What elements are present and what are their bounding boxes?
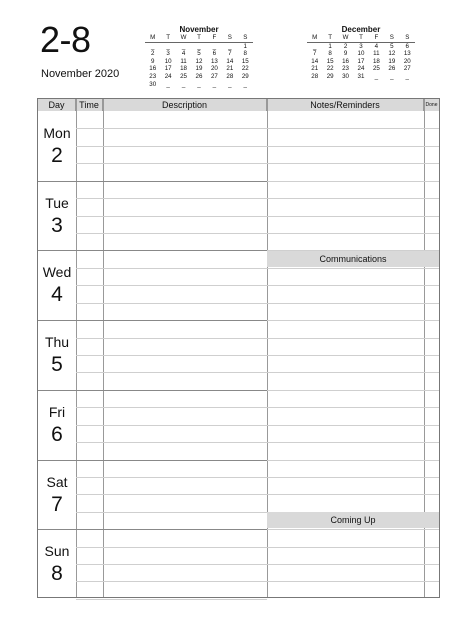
calendar-date: 24 xyxy=(357,65,365,73)
calendar-date: 29 xyxy=(241,72,249,80)
note-line xyxy=(267,233,439,234)
note-line xyxy=(267,338,439,339)
calendar-date: _ xyxy=(212,42,217,50)
time-slot-line xyxy=(76,581,267,582)
week-range-title: 2-8 xyxy=(40,19,91,60)
day-name: Fri xyxy=(48,403,66,420)
calendar-date: 20 xyxy=(403,57,411,65)
calendar-date: 24 xyxy=(164,72,172,80)
calendar-date: 16 xyxy=(149,65,157,73)
time-slot-line xyxy=(76,407,267,408)
calendar-date: 25 xyxy=(180,72,187,80)
calendar-date: 16 xyxy=(342,57,349,65)
mini-calendar-grid xyxy=(145,34,253,88)
column-divider xyxy=(76,99,77,597)
note-line xyxy=(267,529,439,530)
time-slot-line xyxy=(76,128,267,129)
calendar-date: 7 xyxy=(228,50,232,58)
calendar-date: 11 xyxy=(373,50,380,58)
mini-calendar-title: November xyxy=(179,25,219,34)
calendar-date: 15 xyxy=(326,57,334,65)
time-slot-line xyxy=(76,425,267,426)
calendar-date: 19 xyxy=(388,57,396,65)
weekly-planner-table xyxy=(37,98,440,598)
mini-calendar-december xyxy=(307,25,415,81)
header-notes: Notes/Reminders xyxy=(267,99,424,111)
calendar-date: 29 xyxy=(326,72,334,80)
weekday-header: S xyxy=(400,34,415,42)
calendar-date: _ xyxy=(181,42,186,50)
day-name: Sun xyxy=(44,543,70,560)
time-slot-line xyxy=(76,599,267,600)
note-line xyxy=(267,163,439,164)
time-slot-line xyxy=(76,163,267,164)
calendar-date: _ xyxy=(405,72,409,80)
day-number: 8 xyxy=(51,562,63,586)
note-line xyxy=(267,216,439,217)
calendar-date: 7 xyxy=(312,50,317,58)
note-line xyxy=(267,146,439,147)
weekday-header: W xyxy=(338,34,353,42)
note-line xyxy=(267,407,439,408)
calendar-date: 2 xyxy=(343,42,348,50)
note-line xyxy=(267,390,439,391)
header-done: Done xyxy=(424,99,439,111)
calendar-date: _ xyxy=(197,80,201,88)
calendar-date: 8 xyxy=(328,50,332,58)
calendar-date: 6 xyxy=(405,42,409,50)
calendar-date: 25 xyxy=(372,65,380,73)
calendar-date: 21 xyxy=(311,65,319,73)
weekday-header: M xyxy=(307,34,322,42)
note-line xyxy=(267,128,439,129)
note-line xyxy=(267,460,439,461)
calendar-date: 19 xyxy=(195,65,203,73)
mini-calendar-november xyxy=(145,25,253,88)
note-line xyxy=(267,320,439,321)
calendar-date: 12 xyxy=(195,57,203,65)
day-divider xyxy=(38,529,267,530)
day-divider xyxy=(38,181,267,182)
weekday-header: F xyxy=(369,34,384,42)
note-line xyxy=(267,285,439,286)
calendar-date: _ xyxy=(150,42,155,50)
day-name: Wed xyxy=(42,264,72,281)
time-slot-line xyxy=(76,338,267,339)
mini-calendar-title: December xyxy=(341,25,381,34)
calendar-date: 13 xyxy=(403,50,411,58)
calendar-date: 10 xyxy=(357,50,365,58)
day-name: Mon xyxy=(43,125,71,141)
note-line xyxy=(267,581,439,582)
note-line xyxy=(267,547,439,548)
calendar-date: 4 xyxy=(374,42,379,50)
time-slot-line xyxy=(76,355,267,356)
calendar-date: 2 xyxy=(150,50,155,58)
weekday-header: F xyxy=(207,34,222,42)
day-number: 7 xyxy=(51,492,63,516)
time-slot-line xyxy=(76,372,267,373)
header-day: Day xyxy=(38,99,76,111)
note-line xyxy=(267,425,439,426)
month-year-label: November 2020 xyxy=(41,68,120,80)
calendar-date: 10 xyxy=(164,57,172,65)
calendar-date: 18 xyxy=(372,57,380,65)
calendar-date: 9 xyxy=(150,57,155,65)
calendar-date: 5 xyxy=(390,42,394,50)
day-name: Sat xyxy=(46,473,68,490)
time-slot-line xyxy=(76,512,267,513)
time-slot-line xyxy=(76,547,267,548)
calendar-date: _ xyxy=(228,42,232,50)
calendar-date: 15 xyxy=(241,57,249,65)
time-slot-line xyxy=(76,268,267,269)
calendar-date: 3 xyxy=(359,42,363,50)
calendar-date: 13 xyxy=(210,57,218,65)
calendar-date: 11 xyxy=(180,57,187,65)
time-slot-line xyxy=(76,494,267,495)
note-line xyxy=(267,268,439,269)
weekday-header: S xyxy=(222,34,237,42)
day-number: 6 xyxy=(51,422,63,446)
calendar-date: 6 xyxy=(212,50,217,58)
note-line xyxy=(267,494,439,495)
day-name: Thu xyxy=(44,334,70,351)
weekday-header: W xyxy=(176,34,191,42)
time-slot-line xyxy=(76,477,267,478)
calendar-date: 26 xyxy=(195,72,203,80)
calendar-date: 28 xyxy=(226,72,234,80)
note-line xyxy=(267,372,439,373)
calendar-date: 30 xyxy=(342,72,349,80)
calendar-date: 17 xyxy=(357,57,365,65)
calendar-date: 14 xyxy=(226,57,234,65)
time-slot-line xyxy=(76,564,267,565)
day-divider xyxy=(38,250,267,251)
header-description: Description xyxy=(103,99,267,111)
weekday-header: T xyxy=(353,34,368,42)
note-line xyxy=(267,198,439,199)
communications-section-label: Communications xyxy=(267,251,439,267)
calendar-date: _ xyxy=(243,80,247,88)
calendar-date: 12 xyxy=(388,50,396,58)
note-line xyxy=(267,564,439,565)
time-slot-line xyxy=(76,442,267,443)
calendar-date: 3 xyxy=(166,50,170,58)
time-slot-line xyxy=(76,303,267,304)
coming-up-section-label: Coming Up xyxy=(267,512,439,528)
time-slot-line xyxy=(76,146,267,147)
calendar-date: _ xyxy=(390,72,394,80)
day-number: 4 xyxy=(51,283,63,307)
calendar-date: _ xyxy=(181,80,186,88)
calendar-date: 9 xyxy=(343,50,348,58)
day-divider xyxy=(38,390,267,391)
calendar-date: 31 xyxy=(357,72,365,80)
calendar-date: _ xyxy=(228,80,232,88)
day-number: 5 xyxy=(51,353,63,377)
calendar-date: 23 xyxy=(149,72,157,80)
weekday-header: T xyxy=(160,34,175,42)
calendar-date: 26 xyxy=(388,65,396,73)
time-slot-line xyxy=(76,233,267,234)
header-time: Time xyxy=(76,99,103,111)
calendar-date: 22 xyxy=(241,65,249,73)
weekday-header: T xyxy=(191,34,206,42)
mini-calendar-grid xyxy=(307,34,415,81)
note-line xyxy=(267,303,439,304)
day-number: 2 xyxy=(51,144,63,167)
calendar-date: _ xyxy=(374,72,379,80)
note-line xyxy=(267,442,439,443)
calendar-date: 22 xyxy=(326,65,334,73)
calendar-date: 8 xyxy=(243,50,247,58)
calendar-date: 21 xyxy=(226,65,234,73)
calendar-date: _ xyxy=(166,80,170,88)
calendar-date: 5 xyxy=(197,50,201,58)
calendar-date: 28 xyxy=(311,72,319,80)
note-line xyxy=(267,181,439,182)
calendar-date: _ xyxy=(212,80,217,88)
weekday-header: M xyxy=(145,34,160,42)
time-slot-line xyxy=(76,216,267,217)
note-line xyxy=(267,477,439,478)
weekday-header: S xyxy=(238,34,253,42)
weekday-header: T xyxy=(322,34,337,42)
calendar-date: 27 xyxy=(403,65,411,73)
calendar-date: 20 xyxy=(210,65,218,73)
calendar-date: 30 xyxy=(149,80,157,88)
day-name: Tue xyxy=(45,194,69,211)
day-divider xyxy=(38,460,267,461)
calendar-date: 27 xyxy=(210,72,218,80)
calendar-date: 23 xyxy=(342,65,349,73)
time-slot-line xyxy=(76,285,267,286)
column-divider xyxy=(103,99,104,597)
time-slot-line xyxy=(76,198,267,199)
calendar-date: 1 xyxy=(243,42,247,50)
calendar-date: _ xyxy=(166,42,170,50)
day-number: 3 xyxy=(51,213,63,237)
calendar-date: 17 xyxy=(164,65,172,73)
calendar-date: 18 xyxy=(180,65,187,73)
note-line xyxy=(267,355,439,356)
calendar-date: 14 xyxy=(311,57,319,65)
calendar-date: 1 xyxy=(328,42,332,50)
calendar-date: _ xyxy=(197,42,201,50)
weekday-header: S xyxy=(384,34,399,42)
calendar-date: _ xyxy=(312,42,317,50)
calendar-date: 4 xyxy=(181,50,186,58)
day-divider xyxy=(38,320,267,321)
